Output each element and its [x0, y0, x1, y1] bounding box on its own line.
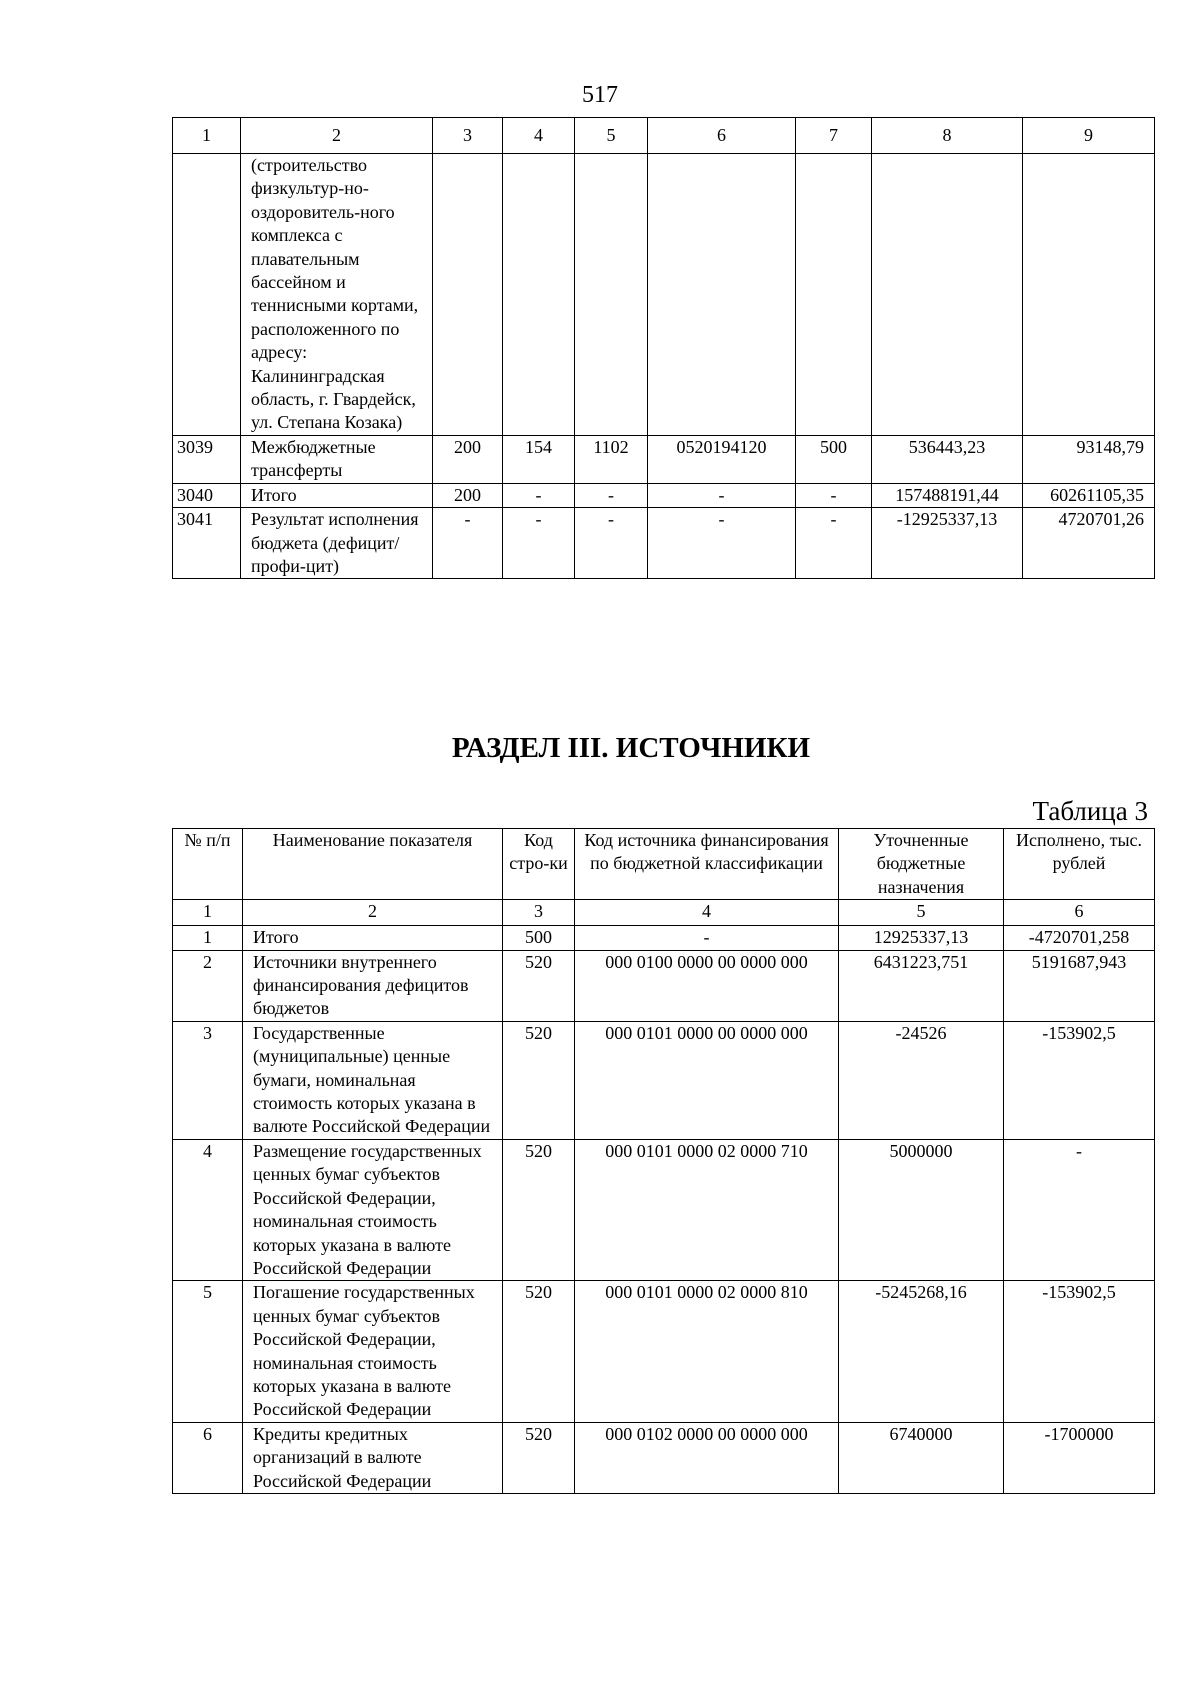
- cell-value: 0520194120: [648, 435, 796, 483]
- executed-value: 5191687,943: [1004, 950, 1155, 1021]
- planned-value: -24526: [839, 1021, 1004, 1139]
- column-number: 5: [839, 900, 1004, 926]
- source-code: 000 0101 0000 02 0000 710: [575, 1139, 839, 1280]
- indicator-name: Государственные (муниципальные) ценные бумаги, номинальная стоимость которых указана в валюте Российской Федерации: [243, 1021, 503, 1139]
- row-number: 3039: [173, 435, 241, 483]
- page-number: 517: [582, 82, 618, 108]
- source-code: -: [575, 926, 839, 950]
- cell-value: 536443,23: [872, 435, 1023, 483]
- column-number: 5: [575, 118, 648, 154]
- continuation-text: (строительство физкультур-но-оздоровитель-ного комплекса с плавательным бассейном и теннисными кортами, расположенного по адресу: Калининградская область, г. Гвардейск, ул. Степана Козака): [241, 154, 433, 436]
- column-number: 6: [648, 118, 796, 154]
- cell-value: -: [575, 508, 648, 579]
- executed-value: -4720701,258: [1004, 926, 1155, 950]
- header-executed: Исполнено, тыс. рублей: [1004, 829, 1155, 900]
- cell-value: 4720701,26: [1023, 508, 1155, 579]
- cell-value: 200: [433, 435, 503, 483]
- cell-value: -: [433, 508, 503, 579]
- executed-value: -1700000: [1004, 1422, 1155, 1493]
- table-row: [173, 154, 1155, 436]
- header-name: Наименование показателя: [243, 829, 503, 900]
- cell-value: -: [503, 508, 575, 579]
- column-number: 8: [872, 118, 1023, 154]
- row-number: 6: [173, 1422, 243, 1493]
- table-row: [173, 435, 1155, 483]
- column-number: 3: [433, 118, 503, 154]
- executed-value: -153902,5: [1004, 1281, 1155, 1422]
- header-line-code: Код стро-ки: [503, 829, 575, 900]
- column-number: 6: [1004, 900, 1155, 926]
- planned-value: 6431223,751: [839, 950, 1004, 1021]
- source-code: 000 0101 0000 00 0000 000: [575, 1021, 839, 1139]
- executed-value: -153902,5: [1004, 1021, 1155, 1139]
- row-number: 5: [173, 1281, 243, 1422]
- cell-value: -: [796, 508, 872, 579]
- planned-value: -5245268,16: [839, 1281, 1004, 1422]
- indicator-name: Кредиты кредитных организаций в валюте Российской Федерации: [243, 1422, 503, 1493]
- table-row: [173, 1021, 1155, 1139]
- indicator-name: Межбюджетные трансферты: [241, 435, 433, 483]
- indicator-name: Погашение государственных ценных бумаг субъектов Российской Федерации, номинальная стоимость которых указана в валюте Российской Федерации: [243, 1281, 503, 1422]
- cell-value: 200: [433, 483, 503, 507]
- indicator-name: Источники внутреннего финансирования дефицитов бюджетов: [243, 950, 503, 1021]
- sources-table: [172, 828, 1155, 1494]
- table-row: [173, 950, 1155, 1021]
- expenditure-table-continuation: [172, 117, 1155, 579]
- column-number: 7: [796, 118, 872, 154]
- cell-value: -: [648, 508, 796, 579]
- cell-value: -: [575, 483, 648, 507]
- column-number: 4: [575, 900, 839, 926]
- row-number: 1: [173, 926, 243, 950]
- table-row: [173, 926, 1155, 950]
- column-number-row: [173, 118, 1155, 154]
- cell-value: 154: [503, 435, 575, 483]
- column-number: 9: [1023, 118, 1155, 154]
- cell-value: -: [796, 483, 872, 507]
- source-code: 000 0100 0000 00 0000 000: [575, 950, 839, 1021]
- row-number: 3041: [173, 508, 241, 579]
- column-number: 2: [243, 900, 503, 926]
- column-number: 3: [503, 900, 575, 926]
- cell-value: -: [503, 483, 575, 507]
- cell-value: 60261105,35: [1023, 483, 1155, 507]
- line-code: 520: [503, 1139, 575, 1280]
- table-label: Таблица 3: [1032, 796, 1148, 826]
- cell-value: 1102: [575, 435, 648, 483]
- cell-value: 157488191,44: [872, 483, 1023, 507]
- cell-value: 500: [796, 435, 872, 483]
- cell-value: -: [648, 483, 796, 507]
- planned-value: 6740000: [839, 1422, 1004, 1493]
- row-number: 4: [173, 1139, 243, 1280]
- column-number: 1: [173, 900, 243, 926]
- planned-value: 5000000: [839, 1139, 1004, 1280]
- header-row: [173, 829, 1155, 900]
- line-code: 500: [503, 926, 575, 950]
- column-number-row: [173, 900, 1155, 926]
- line-code: 520: [503, 950, 575, 1021]
- table-row: [173, 1422, 1155, 1493]
- planned-value: 12925337,13: [839, 926, 1004, 950]
- row-number: 2: [173, 950, 243, 1021]
- table-row: [173, 1281, 1155, 1422]
- line-code: 520: [503, 1422, 575, 1493]
- row-number: 3040: [173, 483, 241, 507]
- row-number: 3: [173, 1021, 243, 1139]
- indicator-name: Размещение государственных ценных бумаг субъектов Российской Федерации, номинальная стоимость которых указана в валюте Российской Федерации: [243, 1139, 503, 1280]
- indicator-name: Итого: [243, 926, 503, 950]
- header-num: № п/п: [173, 829, 243, 900]
- table-row: [173, 508, 1155, 579]
- line-code: 520: [503, 1021, 575, 1139]
- column-number: 2: [241, 118, 433, 154]
- executed-value: -: [1004, 1139, 1155, 1280]
- source-code: 000 0102 0000 00 0000 000: [575, 1422, 839, 1493]
- source-code: 000 0101 0000 02 0000 810: [575, 1281, 839, 1422]
- column-number: 1: [173, 118, 241, 154]
- indicator-name: Итого: [241, 483, 433, 507]
- line-code: 520: [503, 1281, 575, 1422]
- cell-value: -12925337,13: [872, 508, 1023, 579]
- section-title: РАЗДЕЛ III. ИСТОЧНИКИ: [451, 732, 811, 764]
- table-row: [173, 1139, 1155, 1280]
- cell-value: 93148,79: [1023, 435, 1155, 483]
- table-row: [173, 483, 1155, 507]
- column-number: 4: [503, 118, 575, 154]
- header-source-code: Код источника финансирования по бюджетной классификации: [575, 829, 839, 900]
- header-planned: Уточненные бюджетные назначения: [839, 829, 1004, 900]
- indicator-name: Результат исполнения бюджета (дефицит/профи-цит): [241, 508, 433, 579]
